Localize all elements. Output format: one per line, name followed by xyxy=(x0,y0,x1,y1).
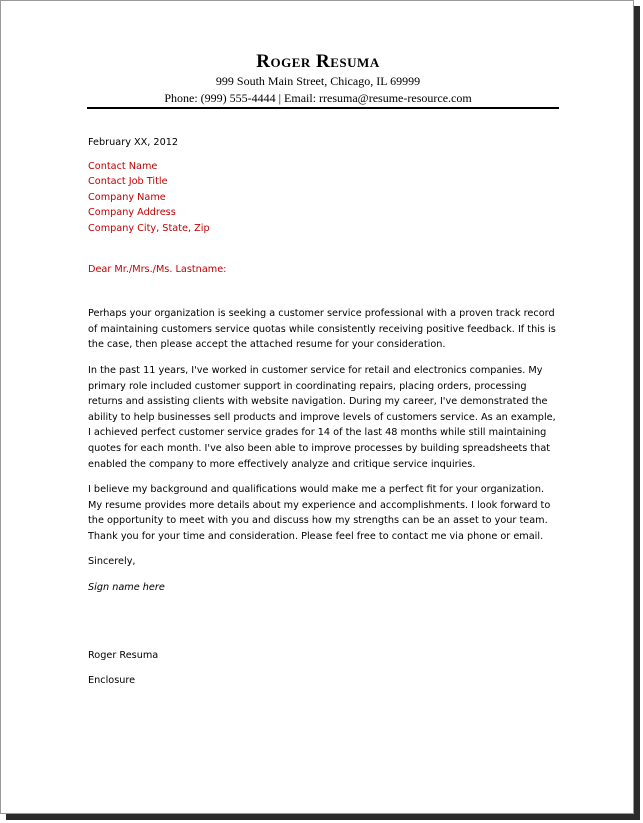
letter-date: February XX, 2012 xyxy=(88,137,179,148)
paragraph-closing: I believe my background and qualifications would make me a perfect fit for your organization. My resume provides more details about my experience and accomplishments. I look forward to the opportunity to meet with you and discuss how my strengths can be an asset to your team. Thank you for your time and consideration. Please feel free to contact me via phone or email. xyxy=(88,484,551,542)
header-divider xyxy=(87,107,559,109)
letter-body xyxy=(88,135,558,689)
recipient-block xyxy=(88,159,558,237)
salutation: Dear Mr./Mrs./Ms. Lastname: xyxy=(88,263,227,275)
sender-address: 999 South Main Street, Chicago, IL 69999 xyxy=(215,74,421,88)
recipient-company-address: Company Address xyxy=(88,207,176,219)
sender-contact: Phone: (999) 555-4444 | Email: rresuma@resume-resource.com xyxy=(164,91,472,105)
paragraph-experience: In the past 11 years, I've worked in customer service for retail and electronics companies. My primary role included customer support in coordinating repairs, placing orders, processing returns and assisting clients with website navigation. During my career, I've demonstrated the ability to help businesses sell products and improve levels of customers service. As an example, I achieved perfect customer service grades for 14 of the last 48 months while still maintaining quotes for each month. I've also been able to improve processes by building spreadsheets that enabled the company to more effectively analyze and critique service inquiries. xyxy=(88,364,556,470)
paragraph-intro: Perhaps your organization is seeking a customer service professional with a proven track record of maintaining customers service quotas while consistently receiving positive feedback. If this is the case, then please accept the attached resume for your consideration. xyxy=(88,308,556,351)
sender-name: Roger Resuma xyxy=(256,51,380,72)
recipient-job-title: Contact Job Title xyxy=(88,176,168,188)
recipient-city-state-zip: Company City, State, Zip xyxy=(88,222,210,234)
recipient-contact-name: Contact Name xyxy=(88,160,158,172)
signature-placeholder: Sign name here xyxy=(88,582,165,594)
signer-name: Roger Resuma xyxy=(88,649,159,661)
enclosure-note: Enclosure xyxy=(88,675,136,687)
recipient-company-name: Company Name xyxy=(88,191,166,203)
letterhead xyxy=(1,51,635,107)
closing: Sincerely, xyxy=(88,556,136,568)
